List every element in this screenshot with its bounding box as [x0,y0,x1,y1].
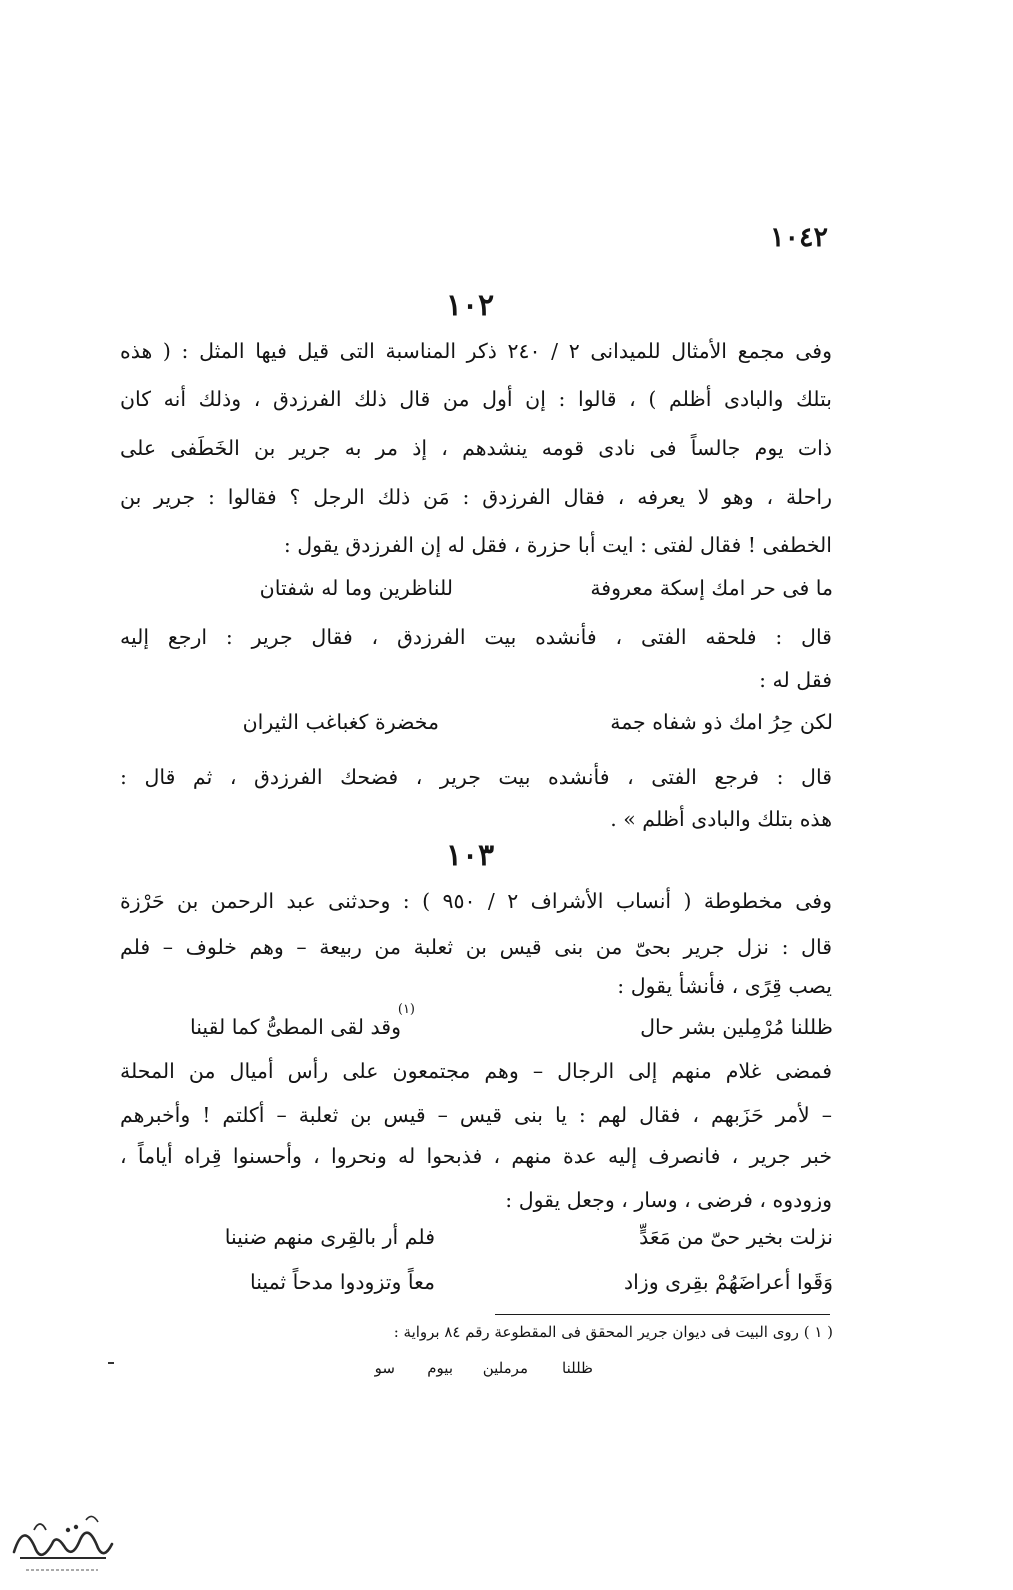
text-line: قال : نزل جرير بحىّ من بنى قيس بن ثعلبة من ربيعة – وهم خلوف – فلم [120,935,832,959]
verse-first-hemistich: ما فى حر امك إسكة معروفة [590,576,833,600]
text-line: وفى مجمع الأمثال للميدانى ٢ / ٢٤٠ ذكر المناسبة التى قيل فيها المثل : ( هذه [120,339,832,363]
footnote-text: ( ١ ) روى البيت فى ديوان جرير المحقق فى المقطوعة رقم ٨٤ برواية : [393,1323,833,1341]
footnote-variant-word: سو [374,1359,395,1377]
text-line: وفى مخطوطة ( أنساب الأشراف ٢ / ٩٥٠ ) : وحدثنى عبد الرحمن بن حَرْزة [120,889,832,913]
verse-first-hemistich: لكن حِرُ امك ذو شفاه جمة [610,710,833,734]
text-line: راحلة ، وهو لا يعرفه ، فقال الفرزدق : مَن ذلك الرجل ؟ فقالوا : جرير بن [120,485,832,509]
text-line: بتلك والبادى أظلم ) ، قالوا : إن أول من قال ذلك الفرزدق ، وذلك أنه كان [120,387,832,411]
footnote-variant-word: ظللنا [562,1359,593,1377]
library-stamp-logo [6,1500,118,1580]
text-line: هذه بتلك والبادى أظلم » . [610,807,832,831]
verse-second-hemistich: وقد لقى المطىُّ كما لقينا [189,1015,401,1039]
verse-second-hemistich: معاً وتزودوا مدحاً ثمينا [249,1270,435,1294]
stray-mark [108,1362,114,1364]
text-line: يصب قِرًى ، فأنشأ يقول : [617,974,832,998]
text-line: وزودوه ، فرضى ، وسار ، وجعل يقول : [505,1188,832,1212]
text-line: خبر جرير ، فانصرف إليه عدة منهم ، فذبحوا له ونحروا ، وأحسنوا قِراه أياماً ، [120,1144,832,1168]
text-line: ذات يوم جالساً فى نادى قومه ينشدهم ، إذ مر به جرير بن الخَطَفى على [120,436,832,460]
footnote-variant-word: بيوم [427,1359,453,1377]
verse-first-hemistich: ظللنا مُرْمِلين بشر حال [640,1015,833,1039]
verse-first-hemistich: نزلت بخير حىّ من مَعَدٍّ [639,1225,833,1249]
text-line: الخطفى ! فقال لفتى : ايت أبا حزرة ، فقل له إن الفرزدق يقول : [283,533,832,557]
text-line: قال : فلحقه الفتى ، فأنشده بيت الفرزدق ، فقال جرير : ارجع إليه [120,625,832,649]
section-number: ١٠٢ [445,288,495,323]
footnote-variant-word: مرملين [482,1359,528,1377]
text-line: فقل له : [759,668,832,692]
page-number: ١٠٤٢ [770,222,829,253]
text-line: – لأمر حَزَبهم ، فقال لهم : يا بنى قيس – قيس بن ثعلبة – أكلتم ! وأخبرهم [120,1103,832,1127]
verse-second-hemistich: مخضرة كغباغب الثيران [242,710,439,734]
verse-second-hemistich: للناظرين وما له شفتان [259,576,453,600]
footnote-divider [495,1314,830,1315]
section-number: ١٠٣ [445,838,495,873]
verse-first-hemistich: وَقَوا أعراضَهُمْ بقِرى وزاد [623,1270,833,1294]
verse-second-hemistich: فلم أر بالقِرى منهم ضنينا [224,1225,435,1249]
text-line: فمضى غلام منهم إلى الرجال – وهم مجتمعون على رأس أميال من المحلة [120,1059,832,1083]
text-line: قال : فرجع الفتى ، فأنشده بيت جرير ، فضحك الفرزدق ، ثم قال : [120,765,832,789]
footnote-reference: (١) [397,1002,415,1017]
